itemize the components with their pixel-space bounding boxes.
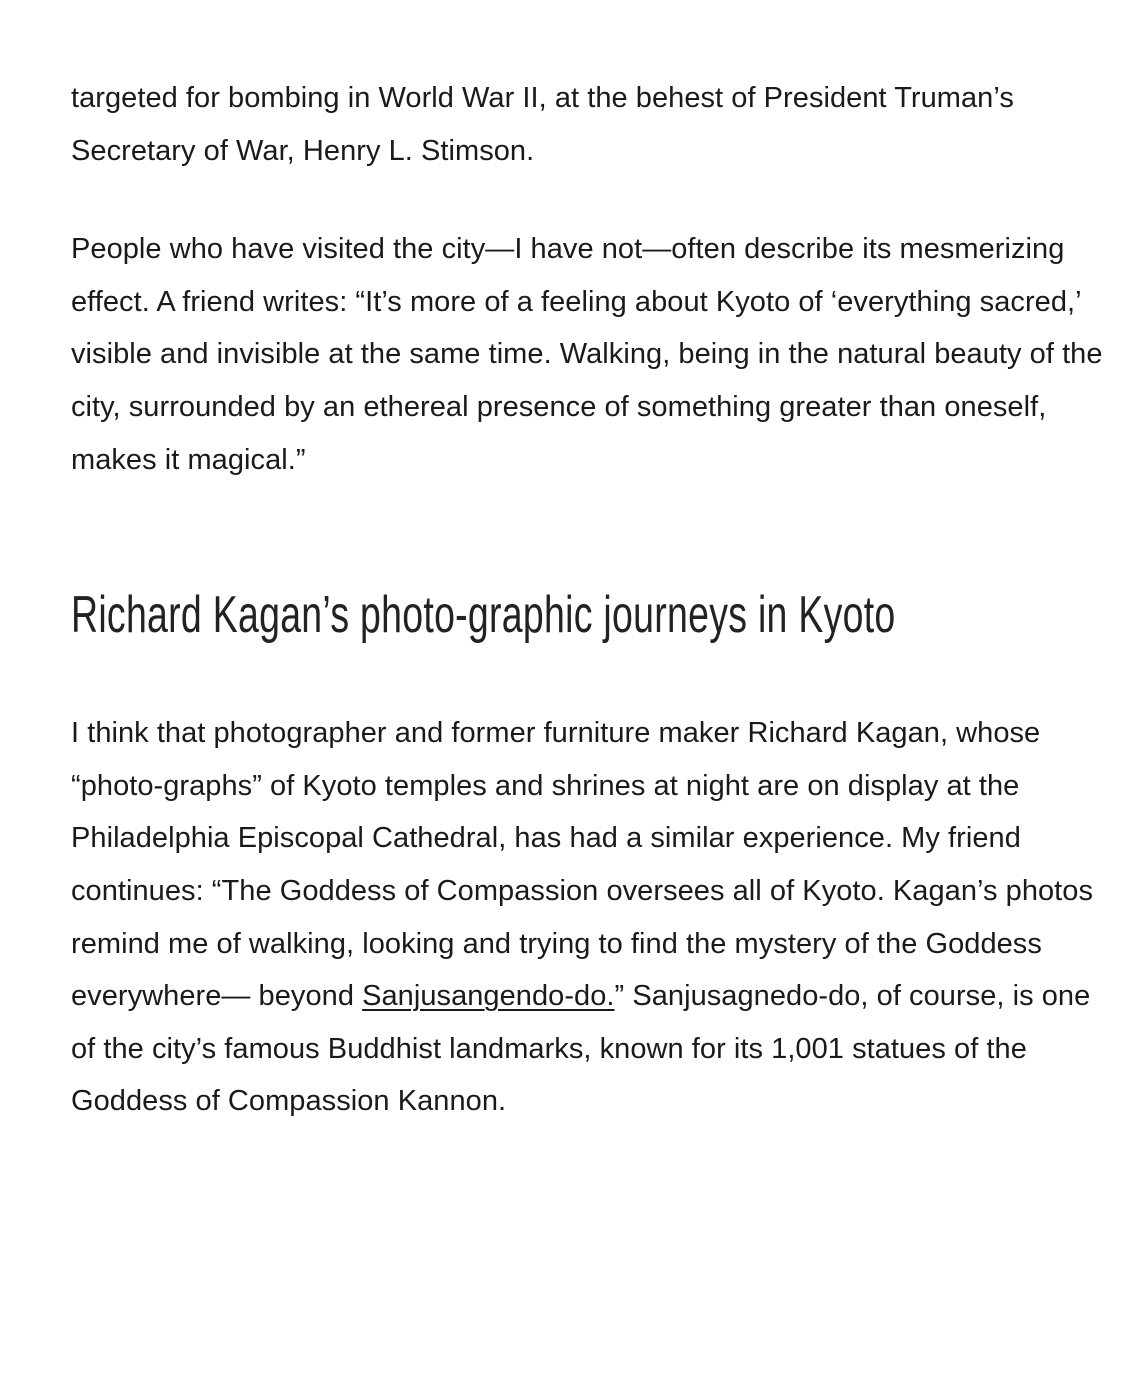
- paragraph-stimson: targeted for bombing in World War II, at the behest of President Truman’s Secretary of War, Henry L. Stimson.: [71, 82, 1014, 167]
- paragraph-kagan: [71, 707, 1111, 1128]
- section-heading: Richard Kagan’s photo-graphic journeys in Kyoto: [71, 586, 896, 645]
- paragraph-kagan-text-after: ” Sanjusagnedo-do, of course, is one of the city’s famous Buddhist landmarks, known for its 1,001 statues of the Goddess of Compassion Kannon.: [71, 980, 1091, 1118]
- paragraph-kagan-text-before: I think that photographer and former furniture maker Richard Kagan, whose “photo-graphs” of Kyoto temples and shrines at night are on display at the Philadelphia Episcopal Cathedral, has had a similar experience. My friend continues: “The Goddess of Compassion oversees all of Kyoto. Kagan’s photos remind me of walking, looking and trying to find the mystery of the Goddess everywhere— beyond: [71, 717, 1094, 1013]
- article-body: [71, 72, 1111, 1128]
- paragraph-friend-quote: People who have visited the city—I have not—often describe its mesmerizing effect. A friend writes: “It’s more of a feeling about Kyoto of ‘everything sacred,’ visible and invisible at the same time. Walking, being in the natural beauty of the city, surrounded by an ethereal presence of something greater than oneself, makes it magical.”: [71, 233, 1103, 476]
- sanjusangendo-link[interactable]: Sanjusangendo-do.: [362, 980, 615, 1013]
